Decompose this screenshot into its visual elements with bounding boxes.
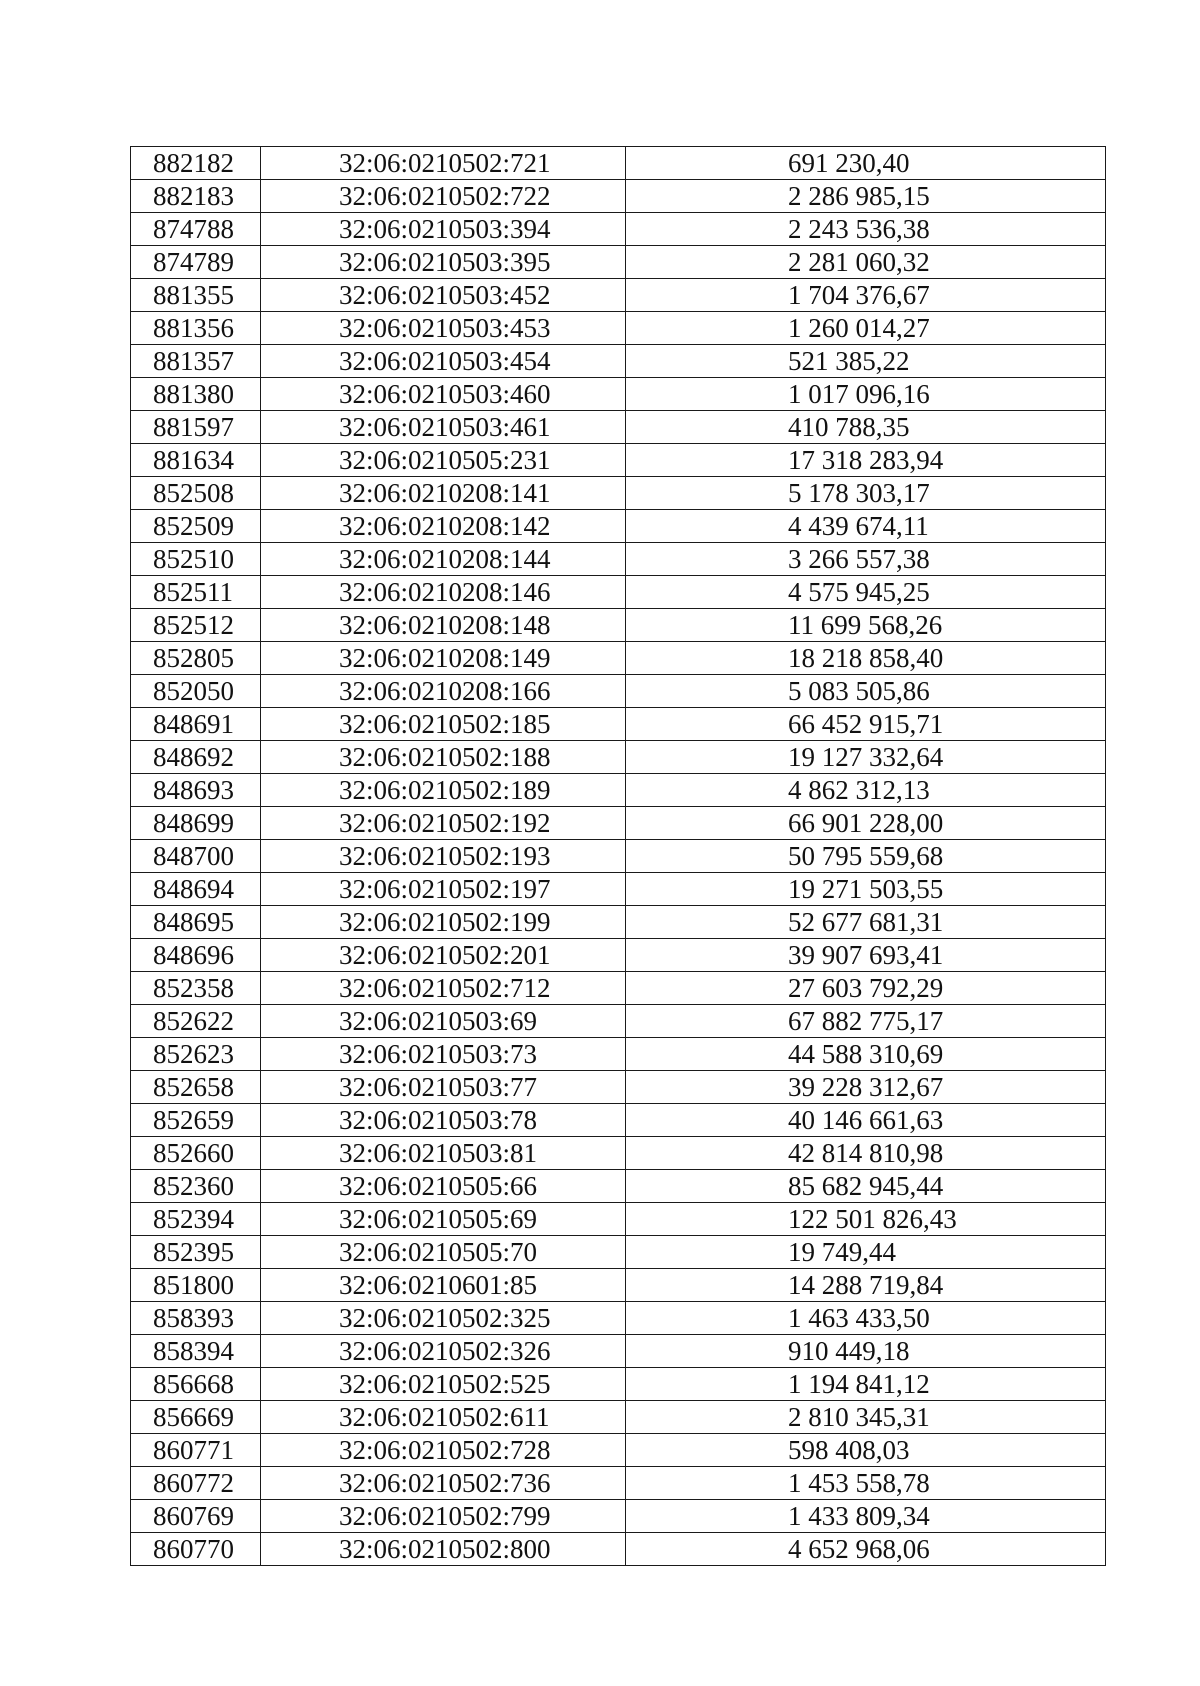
- cadastral-number-cell: 32:06:0210503:461: [261, 411, 626, 444]
- row-id-cell: 882183: [131, 180, 261, 213]
- cadastral-value-cell: 5 083 505,86: [626, 675, 1106, 708]
- row-id-cell: 848695: [131, 906, 261, 939]
- cadastral-value-cell: 18 218 858,40: [626, 642, 1106, 675]
- row-id-cell: 852659: [131, 1104, 261, 1137]
- table-row: [131, 279, 1106, 312]
- cadastral-number-cell: 32:06:0210505:69: [261, 1203, 626, 1236]
- cadastral-number-cell: 32:06:0210503:394: [261, 213, 626, 246]
- cadastral-number-cell: 32:06:0210503:73: [261, 1038, 626, 1071]
- cadastral-value-cell: 4 439 674,11: [626, 510, 1106, 543]
- table-row: [131, 1104, 1106, 1137]
- cadastral-number-cell: 32:06:0210502:326: [261, 1335, 626, 1368]
- table-row: [131, 1071, 1106, 1104]
- row-id-cell: 852511: [131, 576, 261, 609]
- cadastral-number-cell: 32:06:0210502:525: [261, 1368, 626, 1401]
- table-row: [131, 1434, 1106, 1467]
- cadastral-value-cell: 2 281 060,32: [626, 246, 1106, 279]
- cadastral-number-cell: 32:06:0210208:149: [261, 642, 626, 675]
- row-id-cell: 856669: [131, 1401, 261, 1434]
- cadastral-number-cell: 32:06:0210503:78: [261, 1104, 626, 1137]
- cadastral-number-cell: 32:06:0210505:66: [261, 1170, 626, 1203]
- row-id-cell: 848692: [131, 741, 261, 774]
- table-row: [131, 939, 1106, 972]
- cadastral-value-table: [130, 146, 1106, 1566]
- cadastral-number-cell: 32:06:0210208:144: [261, 543, 626, 576]
- row-id-cell: 874788: [131, 213, 261, 246]
- row-id-cell: 848691: [131, 708, 261, 741]
- cadastral-number-cell: 32:06:0210208:166: [261, 675, 626, 708]
- row-id-cell: 852622: [131, 1005, 261, 1038]
- table-row: [131, 906, 1106, 939]
- cadastral-value-cell: 1 433 809,34: [626, 1500, 1106, 1533]
- cadastral-number-cell: 32:06:0210503:454: [261, 345, 626, 378]
- row-id-cell: 852394: [131, 1203, 261, 1236]
- table-row: [131, 873, 1106, 906]
- row-id-cell: 881634: [131, 444, 261, 477]
- cadastral-number-cell: 32:06:0210502:728: [261, 1434, 626, 1467]
- cadastral-value-cell: 14 288 719,84: [626, 1269, 1106, 1302]
- row-id-cell: 858393: [131, 1302, 261, 1335]
- row-id-cell: 852358: [131, 972, 261, 1005]
- cadastral-number-cell: 32:06:0210502:185: [261, 708, 626, 741]
- row-id-cell: 852512: [131, 609, 261, 642]
- table-row: [131, 147, 1106, 180]
- cadastral-number-cell: 32:06:0210502:188: [261, 741, 626, 774]
- cadastral-value-cell: 39 907 693,41: [626, 939, 1106, 972]
- cadastral-number-cell: 32:06:0210505:70: [261, 1236, 626, 1269]
- cadastral-value-cell: 19 749,44: [626, 1236, 1106, 1269]
- cadastral-value-cell: 44 588 310,69: [626, 1038, 1106, 1071]
- row-id-cell: 856668: [131, 1368, 261, 1401]
- cadastral-number-cell: 32:06:0210503:81: [261, 1137, 626, 1170]
- cadastral-value-cell: 42 814 810,98: [626, 1137, 1106, 1170]
- row-id-cell: 874789: [131, 246, 261, 279]
- cadastral-value-cell: 1 704 376,67: [626, 279, 1106, 312]
- table-row: [131, 1302, 1106, 1335]
- row-id-cell: 852658: [131, 1071, 261, 1104]
- row-id-cell: 848699: [131, 807, 261, 840]
- cadastral-value-cell: 39 228 312,67: [626, 1071, 1106, 1104]
- cadastral-value-cell: 19 271 503,55: [626, 873, 1106, 906]
- table-row: [131, 1236, 1106, 1269]
- row-id-cell: 881356: [131, 312, 261, 345]
- row-id-cell: 860771: [131, 1434, 261, 1467]
- cadastral-value-cell: 1 453 558,78: [626, 1467, 1106, 1500]
- table-row: [131, 1137, 1106, 1170]
- cadastral-value-cell: 17 318 283,94: [626, 444, 1106, 477]
- table-row: [131, 1335, 1106, 1368]
- cadastral-number-cell: 32:06:0210208:146: [261, 576, 626, 609]
- cadastral-number-cell: 32:06:0210502:799: [261, 1500, 626, 1533]
- row-id-cell: 881355: [131, 279, 261, 312]
- cadastral-value-cell: 691 230,40: [626, 147, 1106, 180]
- table-row: [131, 840, 1106, 873]
- cadastral-number-cell: 32:06:0210503:395: [261, 246, 626, 279]
- table-row: [131, 312, 1106, 345]
- cadastral-value-cell: 4 575 945,25: [626, 576, 1106, 609]
- table-row: [131, 180, 1106, 213]
- row-id-cell: 852660: [131, 1137, 261, 1170]
- table-row: [131, 807, 1106, 840]
- cadastral-number-cell: 32:06:0210502:611: [261, 1401, 626, 1434]
- cadastral-number-cell: 32:06:0210502:325: [261, 1302, 626, 1335]
- table-body: [131, 147, 1106, 1566]
- row-id-cell: 852360: [131, 1170, 261, 1203]
- cadastral-value-cell: 85 682 945,44: [626, 1170, 1106, 1203]
- table-row: [131, 543, 1106, 576]
- cadastral-value-cell: 27 603 792,29: [626, 972, 1106, 1005]
- cadastral-number-cell: 32:06:0210502:189: [261, 774, 626, 807]
- row-id-cell: 852395: [131, 1236, 261, 1269]
- table-row: [131, 345, 1106, 378]
- cadastral-value-cell: 2 286 985,15: [626, 180, 1106, 213]
- row-id-cell: 882182: [131, 147, 261, 180]
- table-row: [131, 1401, 1106, 1434]
- row-id-cell: 852805: [131, 642, 261, 675]
- row-id-cell: 858394: [131, 1335, 261, 1368]
- table-row: [131, 1368, 1106, 1401]
- row-id-cell: 881380: [131, 378, 261, 411]
- table-row: [131, 510, 1106, 543]
- cadastral-number-cell: 32:06:0210502:199: [261, 906, 626, 939]
- cadastral-value-cell: 1 260 014,27: [626, 312, 1106, 345]
- cadastral-number-cell: 32:06:0210502:712: [261, 972, 626, 1005]
- cadastral-number-cell: 32:06:0210502:193: [261, 840, 626, 873]
- table-row: [131, 1203, 1106, 1236]
- cadastral-value-cell: 19 127 332,64: [626, 741, 1106, 774]
- table-row: [131, 1467, 1106, 1500]
- cadastral-number-cell: 32:06:0210601:85: [261, 1269, 626, 1302]
- row-id-cell: 852510: [131, 543, 261, 576]
- table-row: [131, 246, 1106, 279]
- cadastral-value-cell: 66 452 915,71: [626, 708, 1106, 741]
- table-row: [131, 642, 1106, 675]
- cadastral-value-cell: 2 810 345,31: [626, 1401, 1106, 1434]
- cadastral-number-cell: 32:06:0210503:77: [261, 1071, 626, 1104]
- table-row: [131, 741, 1106, 774]
- table-row: [131, 609, 1106, 642]
- cadastral-value-cell: 1 194 841,12: [626, 1368, 1106, 1401]
- cadastral-number-cell: 32:06:0210502:201: [261, 939, 626, 972]
- row-id-cell: 860770: [131, 1533, 261, 1566]
- cadastral-value-cell: 410 788,35: [626, 411, 1106, 444]
- cadastral-value-cell: 3 266 557,38: [626, 543, 1106, 576]
- cadastral-value-cell: 521 385,22: [626, 345, 1106, 378]
- row-id-cell: 860772: [131, 1467, 261, 1500]
- cadastral-value-cell: 52 677 681,31: [626, 906, 1106, 939]
- row-id-cell: 852050: [131, 675, 261, 708]
- row-id-cell: 848700: [131, 840, 261, 873]
- table-row: [131, 972, 1106, 1005]
- cadastral-value-cell: 122 501 826,43: [626, 1203, 1106, 1236]
- cadastral-value-cell: 4 652 968,06: [626, 1533, 1106, 1566]
- cadastral-value-cell: 598 408,03: [626, 1434, 1106, 1467]
- table-row: [131, 477, 1106, 510]
- cadastral-number-cell: 32:06:0210503:452: [261, 279, 626, 312]
- table-row: [131, 774, 1106, 807]
- table-row: [131, 1170, 1106, 1203]
- cadastral-number-cell: 32:06:0210505:231: [261, 444, 626, 477]
- cadastral-number-cell: 32:06:0210503:460: [261, 378, 626, 411]
- row-id-cell: 852623: [131, 1038, 261, 1071]
- table-row: [131, 378, 1106, 411]
- row-id-cell: 852509: [131, 510, 261, 543]
- row-id-cell: 860769: [131, 1500, 261, 1533]
- cadastral-number-cell: 32:06:0210502:192: [261, 807, 626, 840]
- cadastral-value-cell: 5 178 303,17: [626, 477, 1106, 510]
- cadastral-number-cell: 32:06:0210208:148: [261, 609, 626, 642]
- table-row: [131, 1038, 1106, 1071]
- cadastral-value-cell: 910 449,18: [626, 1335, 1106, 1368]
- table-row: [131, 1269, 1106, 1302]
- cadastral-value-cell: 1 463 433,50: [626, 1302, 1106, 1335]
- cadastral-number-cell: 32:06:0210502:736: [261, 1467, 626, 1500]
- cadastral-value-cell: 1 017 096,16: [626, 378, 1106, 411]
- table-row: [131, 675, 1106, 708]
- row-id-cell: 881597: [131, 411, 261, 444]
- cadastral-value-cell: 2 243 536,38: [626, 213, 1106, 246]
- cadastral-value-cell: 67 882 775,17: [626, 1005, 1106, 1038]
- table-row: [131, 1005, 1106, 1038]
- cadastral-value-cell: 4 862 312,13: [626, 774, 1106, 807]
- row-id-cell: 848693: [131, 774, 261, 807]
- cadastral-number-cell: 32:06:0210502:800: [261, 1533, 626, 1566]
- row-id-cell: 848694: [131, 873, 261, 906]
- table-row: [131, 1533, 1106, 1566]
- cadastral-number-cell: 32:06:0210502:197: [261, 873, 626, 906]
- cadastral-number-cell: 32:06:0210503:69: [261, 1005, 626, 1038]
- cadastral-number-cell: 32:06:0210503:453: [261, 312, 626, 345]
- cadastral-value-cell: 50 795 559,68: [626, 840, 1106, 873]
- table-row: [131, 1500, 1106, 1533]
- cadastral-value-cell: 11 699 568,26: [626, 609, 1106, 642]
- row-id-cell: 848696: [131, 939, 261, 972]
- table-row: [131, 213, 1106, 246]
- cadastral-value-cell: 40 146 661,63: [626, 1104, 1106, 1137]
- row-id-cell: 851800: [131, 1269, 261, 1302]
- cadastral-value-cell: 66 901 228,00: [626, 807, 1106, 840]
- table-row: [131, 708, 1106, 741]
- row-id-cell: 881357: [131, 345, 261, 378]
- cadastral-number-cell: 32:06:0210502:722: [261, 180, 626, 213]
- table-row: [131, 576, 1106, 609]
- cadastral-number-cell: 32:06:0210208:141: [261, 477, 626, 510]
- table-row: [131, 411, 1106, 444]
- cadastral-number-cell: 32:06:0210502:721: [261, 147, 626, 180]
- row-id-cell: 852508: [131, 477, 261, 510]
- table-row: [131, 444, 1106, 477]
- cadastral-number-cell: 32:06:0210208:142: [261, 510, 626, 543]
